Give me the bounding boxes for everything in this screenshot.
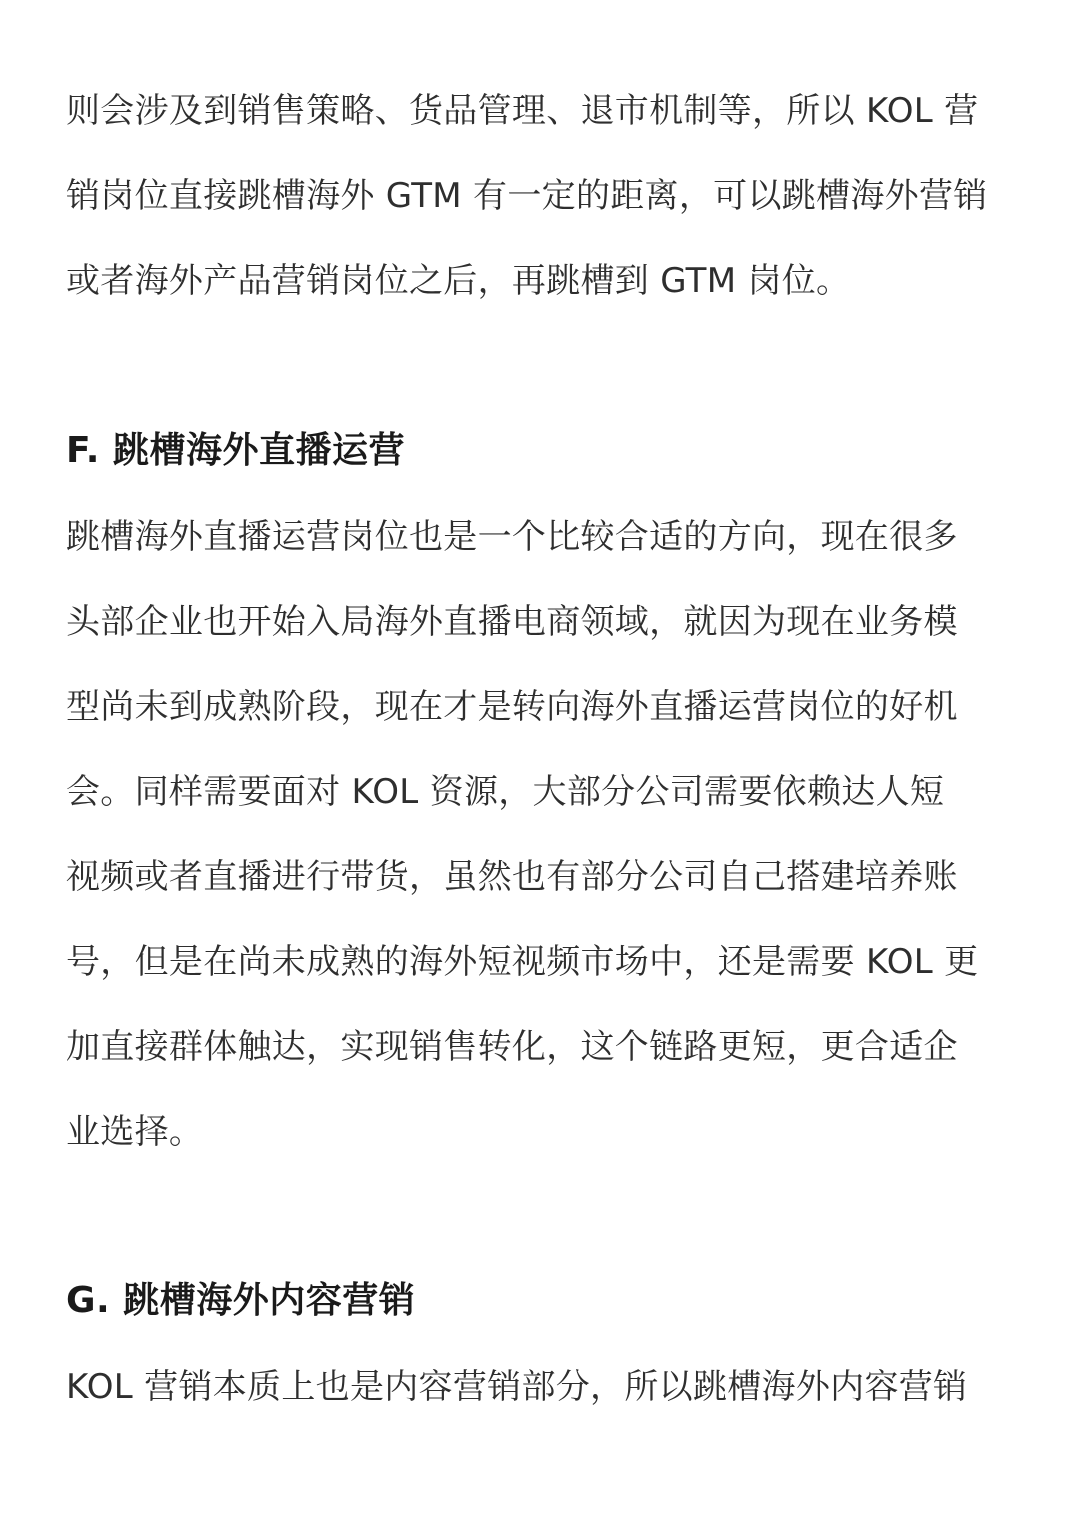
- text-line: 型尚未到成熟阶段，现在才是转向海外直播运营岗位的好机: [66, 687, 958, 727]
- section-heading-g: G. 跳槽海外内容营销: [66, 1280, 416, 1321]
- text-line: 或者海外产品营销岗位之后，再跳槽到 GTM 岗位。: [66, 261, 851, 301]
- text-line: 会。同样需要面对 KOL 资源，大部分公司需要依赖达人短: [66, 772, 945, 812]
- text-line: 视频或者直播进行带货，虽然也有部分公司自己搭建培养账: [66, 857, 958, 897]
- text-line: 号，但是在尚未成熟的海外短视频市场中，还是需要 KOL 更: [66, 942, 979, 982]
- text-line: 头部企业也开始入局海外直播电商领域，就因为现在业务模: [66, 602, 958, 642]
- text-line: 跳槽海外直播运营岗位也是一个比较合适的方向，现在很多: [66, 517, 958, 557]
- text-line: KOL 营销本质上也是内容营销部分，所以跳槽海外内容营销: [66, 1367, 968, 1407]
- text-line: 销岗位直接跳槽海外 GTM 有一定的距离，可以跳槽海外营销: [66, 176, 988, 216]
- text-line: 加直接群体触达，实现销售转化，这个链路更短，更合适企: [66, 1027, 958, 1067]
- section-heading-f: F. 跳槽海外直播运营: [66, 430, 406, 471]
- text-line: 则会涉及到销售策略、货品管理、退市机制等，所以 KOL 营: [66, 91, 979, 131]
- text-line: 业选择。: [66, 1112, 204, 1152]
